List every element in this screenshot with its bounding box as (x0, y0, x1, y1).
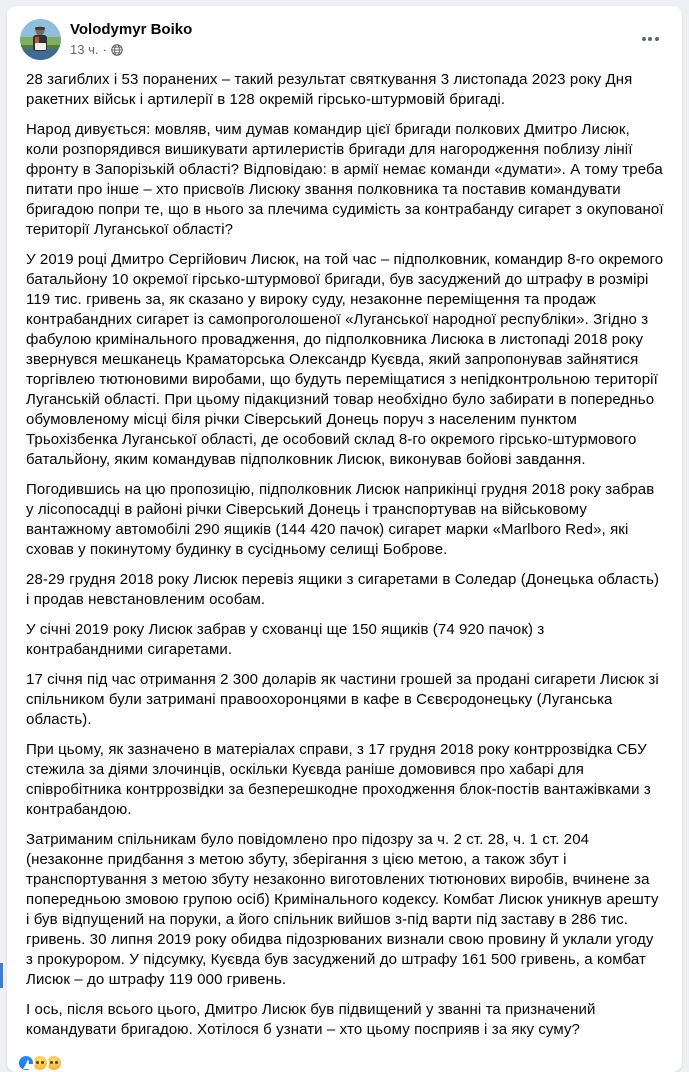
privacy-globe-icon (111, 44, 123, 56)
post-options-button[interactable] (634, 23, 666, 55)
post-body (7, 66, 682, 1040)
reactions-row (7, 1050, 682, 1072)
author-avatar[interactable] (20, 19, 61, 60)
post-paragraph: У січні 2019 року Лисюк забрав у схованці ще 150 ящиків (74 920 пачок) з контрабандними сигаретами. (26, 621, 545, 658)
avatar-photo (20, 19, 61, 60)
meta-separator: · (102, 42, 107, 57)
post-paragraph: Затриманим спільникам було повідомлено про підозру за ч. 2 ст. 28, ч. 1 ст. 204 (незаконне придбання з метою збуту, зберігання з цією метою, а також збут і транспортування з метою збуту незаконно виготовлених тютюнових виробів, вчинене за попередньою змовою групою осіб) Кримінального кодексу. Комбат Лисюк уникнув арешту і був відпущений на поруки, а його спільник вийшов з-під варти під заставу в 286 тис. гривень. 30 липня 2019 року обидва підозрюваних визнали свою провину й уклали угоду з прокурором. У підсумку, Куєвда був засуджений до штрафу 161 500 гривень, а комбат Лисюк – до штрафу 119 000 гривень. (26, 831, 659, 988)
post-header (7, 6, 682, 66)
post-timestamp[interactable]: 13 ч. (70, 42, 99, 57)
post-paragraph: Народ дивується: мовляв, чим думав командир цієї бригади полкових Дмитро Лисюк, коли розпорядився вишикувати артилеристів бригади для нагородження поблизу лінії фронту в Запорізькій області? Відповідаю: в армії немає команди «думати». А тому треба питати про інше – хто присвоїв Лисюку звання полковника та поставив командувати бригадою попри те, що в нього за плечима судимість за контрабанду сигарет з окупованої території Луганської області? (26, 121, 664, 238)
more-dots-icon (648, 37, 652, 41)
more-dots-icon (655, 37, 659, 41)
author-name[interactable]: Volodymyr Boiko (70, 21, 193, 38)
post-paragraph: 17 січня під час отримання 2 300 доларів як частини грошей за продані сигарети Лисюк зі спільником були затримані правоохоронцями в кафе в Сєвєродонецьку (Луганська область). (26, 671, 659, 728)
facebook-post-card (7, 6, 682, 1072)
post-paragraph: І ось, після всього цього, Дмитро Лисюк був підвищений у званні та призначений командувати бригадою. Хотілося б узнати – хто цьому посприяв і за яку суму? (26, 1001, 596, 1038)
like-reaction-icon[interactable] (17, 1054, 35, 1072)
post-paragraph: При цьому, як зазначено в матеріалах справи, з 17 грудня 2018 року контррозвідка СБУ стежила за діями злочинців, оскільки Куєвда раніше домовився про хабарі для співробітника контррозвідки за безперешкодне проходження блок-постів вантажівками з контрабандою. (26, 741, 651, 818)
post-meta (70, 42, 634, 58)
post-paragraph: 28-29 грудня 2018 року Лисюк перевіз ящики з сигаретами в Соледар (Донецька область) і продав невстановленим особам. (26, 571, 660, 608)
more-dots-icon (642, 37, 646, 41)
post-paragraph: У 2019 році Дмитро Сергійович Лисюк, на той час – підполковник, командир 8-го окремого батальйону 10 окремої гірсько-штурмової бригади, був засуджений до штрафу в розмірі 119 тис. гривень за, як сказано у вироку суду, незаконне переміщення та продаж контрабандних сигарет із самопроголошеної «Луганської народної республіки». Згідно з фабулою кримінального провадження, до підполковника Лисюка в листопаді 2018 року звернувся мешканець Краматорська Олександр Куєвда, який запропонував зайнятися торгівлею тютюновими виробами, що будуть переміщатися з непідконтрольною території Луганській області. При цьому підакцизний товар необхідно було забирати в попередньо обумовленому місці біля річки Сіверський Донець поруч з населеним пунктом Трьохізбенка Луганської області, де особовий склад 8-го окремого гірсько-штурмового батальйону, яким командував підполковник Лисюк, виконував бойові завдання. (26, 251, 664, 468)
post-header-text (70, 19, 634, 58)
post-paragraph: Погодившись на цю пропозицію, підполковник Лисюк наприкінці грудня 2018 року забрав у лісопосадці в районі річки Сіверський Донець і транспортував на військовому вантажному автомобілі 290 ящиків (144 420 пачок) сигарет марки «Marlboro Red», які сховав у покинутому будинку в сусідньому селищі Боброве. (26, 481, 655, 558)
post-paragraph: 28 загиблих і 53 поранених – такий результат святкування 3 листопада 2023 року Дня ракетних військ і артилерії в 128 окремій гірсько-штурмовій бригаді. (26, 71, 633, 108)
background-scroll-accent (0, 963, 3, 988)
